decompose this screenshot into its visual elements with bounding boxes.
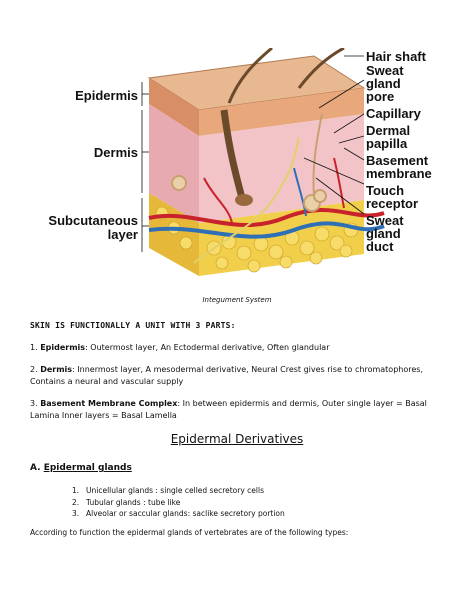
skin-cross-section-figure [48, 48, 432, 288]
gland-description: : tube like [140, 497, 181, 507]
list-item [72, 508, 432, 520]
section-title: Epidermal Derivatives [170, 432, 304, 446]
part-description: Lamina Inner layers = Basal Lamella [30, 411, 177, 420]
label-subcutaneous-layer: layer [107, 227, 138, 242]
gland-name: Unicellular glands [86, 486, 153, 495]
gland-list [72, 485, 432, 520]
label-subcutaneous: Subcutaneous [48, 213, 138, 228]
part-dermis-continued [30, 376, 448, 388]
label-dermal-papilla-2: papilla [366, 136, 408, 151]
part-epidermis [30, 342, 448, 354]
label-basement-membrane-2: membrane [366, 166, 432, 181]
label-dermal-papilla-1: Dermal [366, 123, 411, 138]
part-description: : Innermost layer, A mesodermal derivative, Neural Crest gives rise to chromatophores, [72, 365, 423, 374]
subsection-title: Epidermal glands [43, 463, 132, 473]
part-term: Basement Membrane Complex [40, 399, 178, 408]
gland-description: : single celled secretory cells [153, 486, 264, 495]
part-dermis [30, 364, 448, 376]
gland-description: : saclike secretory portion [187, 509, 285, 518]
label-hair-shaft: Hair shaft [366, 49, 426, 64]
label-capillary: Capillary [366, 106, 421, 121]
list-item [72, 497, 432, 509]
footer-text: According to function the epidermal glands of vertebrates are of the following types: [30, 528, 349, 537]
list-item [72, 485, 432, 497]
part-term: Dermis [40, 365, 73, 374]
part-term: Epidermis [40, 343, 86, 352]
label-epidermis: Epidermis [75, 88, 138, 103]
label-touch-receptor-1: Touch [366, 183, 405, 198]
list-number: 3. [72, 509, 80, 518]
label-basement-membrane-1: Basement [366, 153, 429, 168]
part-description: : In between epidermis and dermis, Outer single layer = Basal [177, 399, 427, 408]
part-description: Contains a neural and vascular supply [30, 377, 184, 386]
section-heading: SKIN IS FUNCTIONALLY A UNIT WITH 3 PARTS: [30, 321, 236, 330]
gland-name: Tubular glands [86, 497, 141, 507]
gland-name: Alveolar or saccular glands [86, 509, 188, 518]
part-number: 3. [30, 399, 38, 408]
part-description: : Outermost layer, An Ectodermal derivative, Often glandular [85, 343, 330, 352]
label-sweat-duct-2: gland [366, 226, 401, 241]
part-number: 2. [30, 365, 38, 374]
label-sweat-pore-2: gland [366, 76, 401, 91]
part-basement-membrane [30, 398, 448, 410]
label-sweat-duct-3: duct [366, 239, 394, 254]
figure-caption: Integument System [202, 296, 272, 304]
label-sweat-pore-1: Sweat [366, 63, 404, 78]
label-sweat-pore-3: pore [366, 89, 395, 104]
part-number: 1. [30, 343, 38, 352]
label-touch-receptor-2: receptor [366, 196, 419, 211]
label-dermis: Dermis [93, 145, 138, 160]
list-number: 2. [72, 497, 80, 507]
list-number: 1. [72, 486, 80, 495]
subsection-prefix: A. [30, 463, 44, 473]
label-sweat-duct-1: Sweat [366, 213, 404, 228]
part-basement-membrane-continued [30, 410, 448, 422]
subsection-heading [30, 463, 132, 473]
